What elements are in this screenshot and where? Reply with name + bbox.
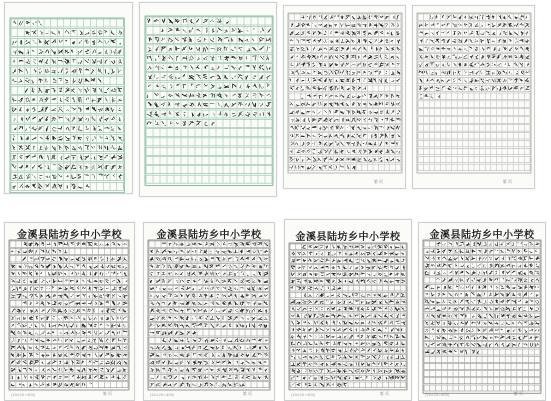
page-label: 第 页 [502, 179, 512, 184]
page-label: 第 页 [102, 391, 112, 396]
school-header: 金溪县陆坊乡中小学校 [295, 232, 401, 243]
grid-paper [5, 3, 132, 193]
essay-sheet-2 [139, 2, 277, 197]
grid-paper [419, 223, 545, 400]
school-header: 金溪县陆坊乡中小学校 [429, 230, 535, 241]
essay-sheet-1 [4, 2, 133, 194]
grid-paper [413, 6, 534, 188]
grid-paper [144, 223, 274, 400]
school-sheet-2 [143, 222, 275, 401]
school-sheet-1 [4, 222, 135, 401]
grid-size-note: (20×20=400) [425, 393, 450, 397]
school-header: 金溪县陆坊乡中小学校 [156, 230, 262, 241]
essay-sheet-4 [412, 5, 535, 189]
grid-paper [140, 3, 276, 196]
grid-size-note: (20×20=400) [291, 393, 316, 397]
page-label: 第 页 [373, 179, 383, 184]
grid-size-note: (20×20=400) [150, 393, 175, 397]
school-header: 金溪县陆坊乡中小学校 [17, 230, 122, 241]
grid-size-note: (20×20=400) [11, 393, 36, 397]
grid-paper [284, 6, 405, 188]
page-label: 第 页 [513, 391, 523, 396]
grid-paper [5, 223, 134, 400]
grid-paper [285, 220, 411, 400]
school-sheet-4 [418, 222, 546, 401]
page-label: 第 页 [379, 391, 389, 396]
page-label: 第 页 [242, 391, 252, 396]
school-sheet-3 [284, 219, 412, 401]
essay-sheet-3 [283, 5, 406, 189]
